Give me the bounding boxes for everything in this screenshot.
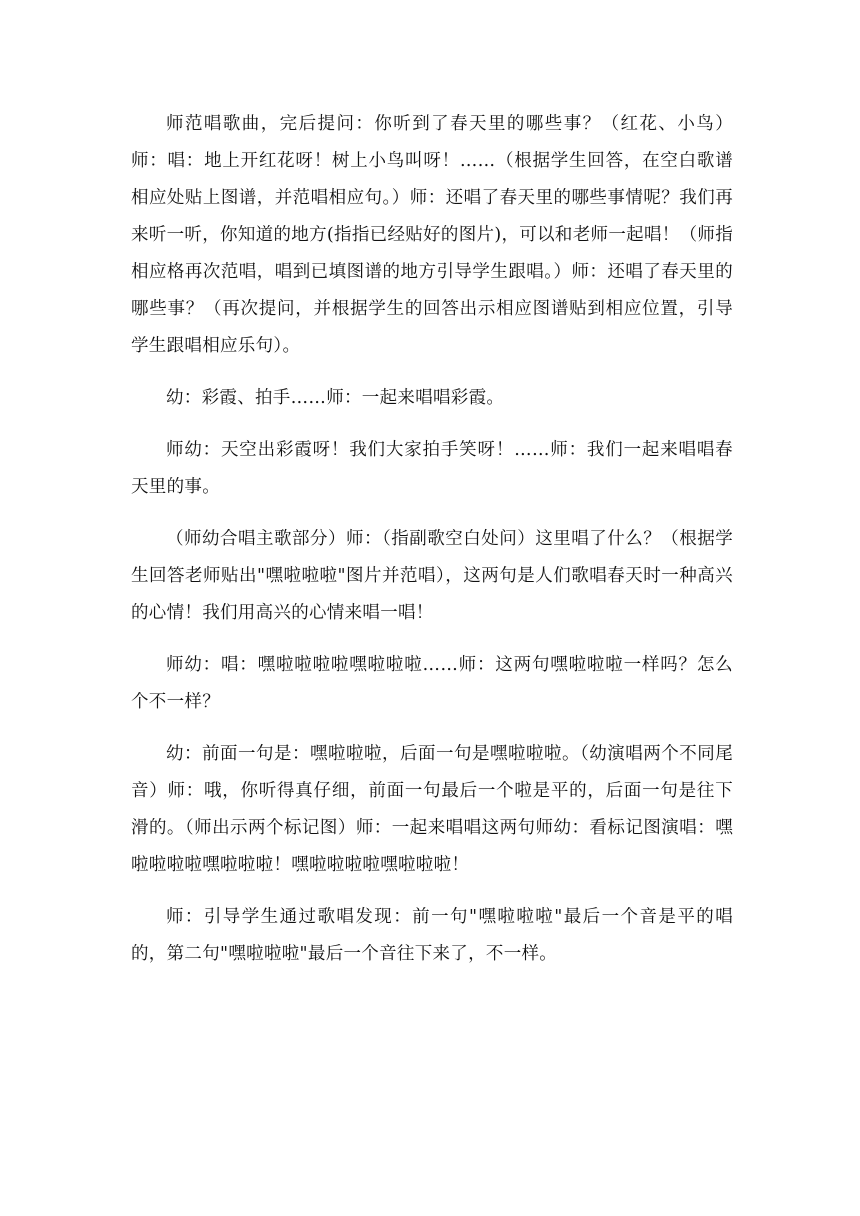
document-body	[131, 106, 733, 988]
paragraph-1: 师范唱歌曲，完后提问：你听到了春天里的哪些事？（红花、小鸟）师：唱：地上开红花呀！树上小鸟叫呀！……（根据学生回答，在空白歌谱相应处贴上图谱，并范唱相应句。）师：还唱了春天里的哪些事情呢？我们再来听一听，你知道的地方(指指已经贴好的图片)，可以和老师一起唱！（师指相应格再次范唱，唱到已填图谱的地方引导学生跟唱。）师：还唱了春天里的哪些事？（再次提问，并根据学生的回答出示相应图谱贴到相应位置，引导学生跟唱相应乐句）。	[131, 114, 733, 356]
paragraph-6: 幼：前面一句是：嘿啦啦啦，后面一句是嘿啦啦啦。（幼演唱两个不同尾音）师：哦，你听得真仔细，前面一句最后一个啦是平的，后面一句是往下滑的。（师出示两个标记图）师：一起来唱唱这两句师幼：看标记图演唱：嘿啦啦啦啦嘿啦啦啦！嘿啦啦啦啦嘿啦啦啦！	[131, 744, 733, 875]
paragraph-4: （师幼合唱主歌部分）师：（指副歌空白处问）这里唱了什么？（根据学生回答老师贴出"嘿啦啦啦"图片并范唱），这两句是人们歌唱春天时一种高兴的心情！我们用高兴的心情来唱一唱！	[131, 529, 733, 623]
paragraph-7: 师：引导学生通过歌唱发现：前一句"嘿啦啦啦"最后一个音是平的唱的，第二句"嘿啦啦啦"最后一个音往下来了，不一样。	[131, 907, 733, 964]
paragraph-3: 师幼：天空出彩霞呀！我们大家拍手笑呀！……师：我们一起来唱唱春天里的事。	[131, 440, 733, 497]
paragraph-5: 师幼：唱：嘿啦啦啦啦嘿啦啦啦……师：这两句嘿啦啦啦一样吗？怎么个不一样？	[131, 655, 733, 712]
paragraph-2: 幼：彩霞、拍手……师：一起来唱唱彩霞。	[166, 388, 505, 408]
